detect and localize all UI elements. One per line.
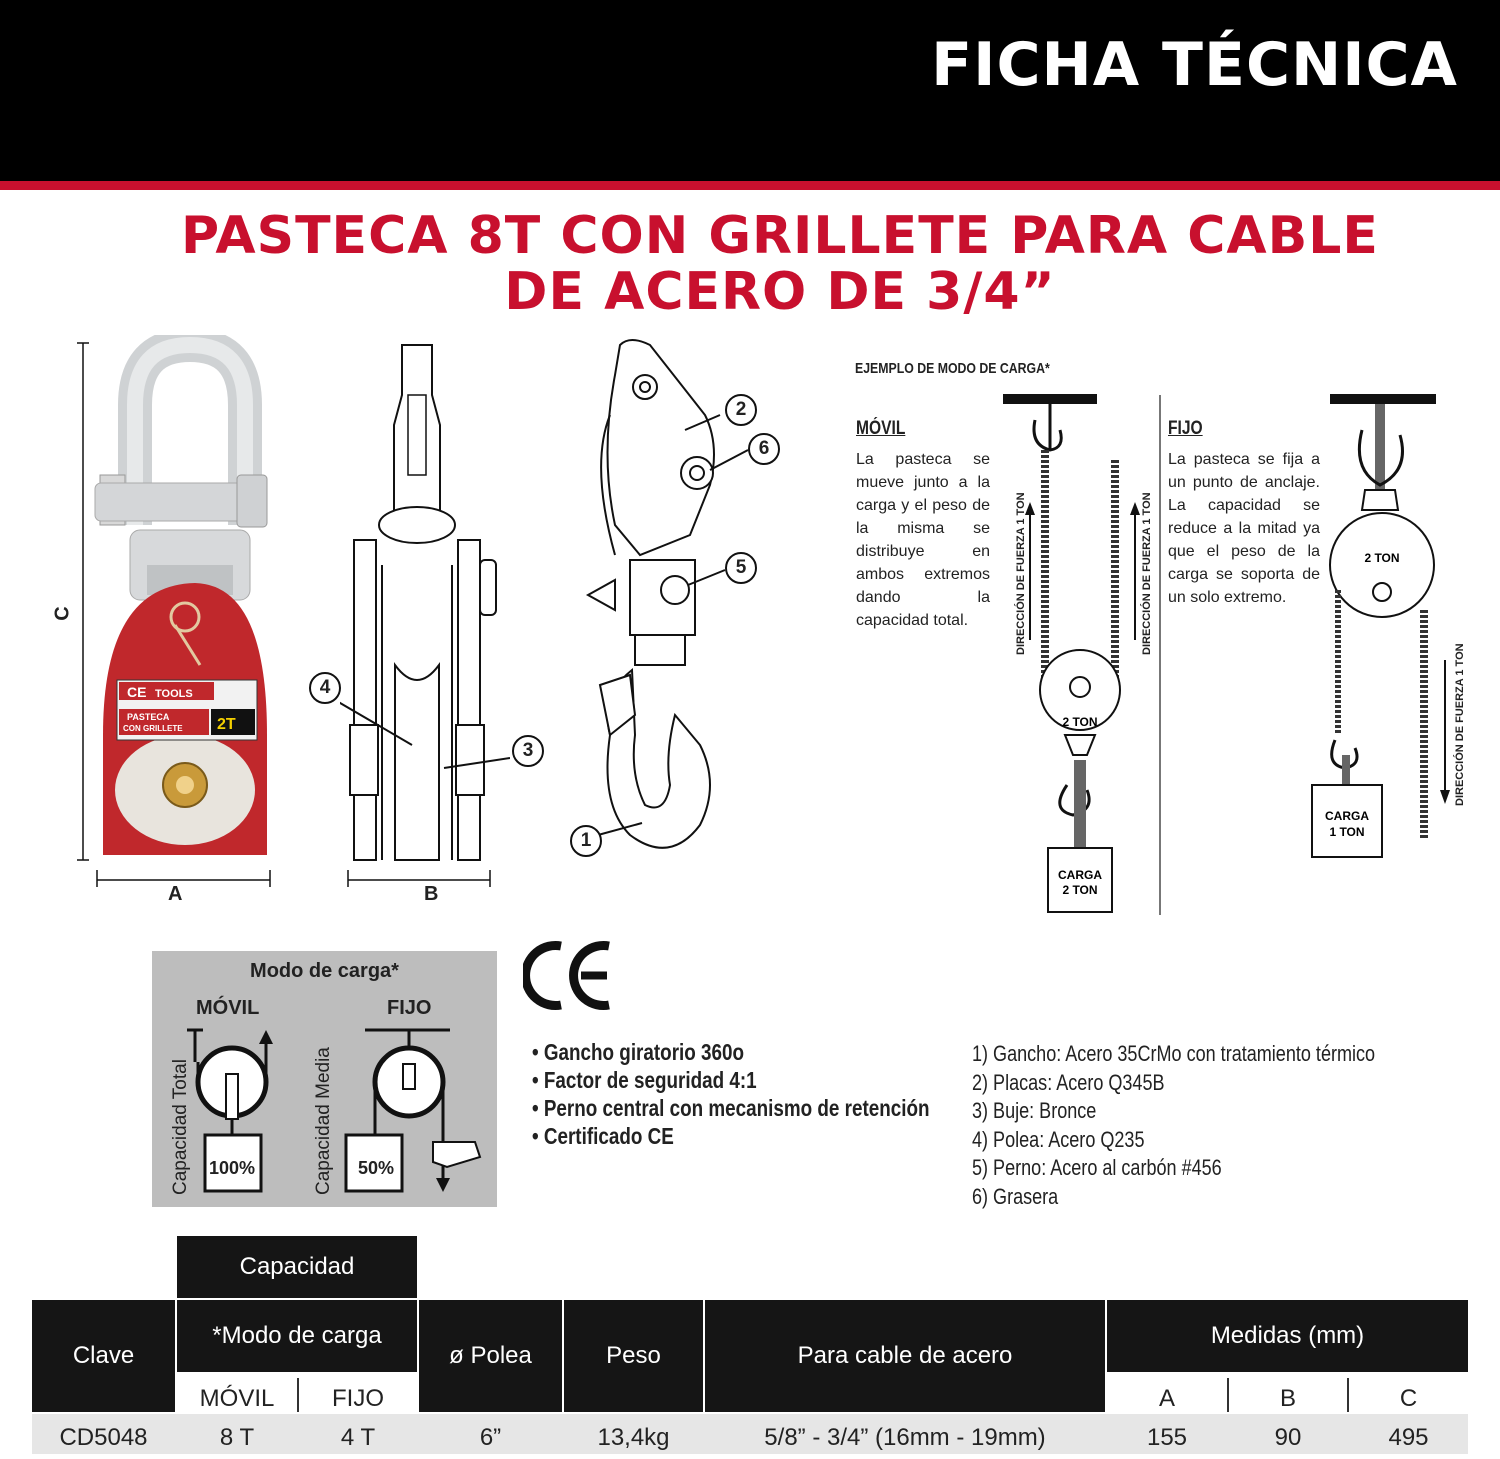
dimension-a-label: A — [168, 883, 183, 905]
features-list — [532, 1038, 930, 1150]
callout-4: 4 — [309, 672, 341, 704]
cell-a: 155 — [1146, 1424, 1188, 1451]
ce-certification-logo — [523, 938, 613, 1013]
movil-pulley-label: 2 TON — [1062, 715, 1098, 729]
load-mode-title: Modo de carga* — [250, 960, 399, 982]
part-item: 4) Polea: Acero Q235 — [972, 1126, 1145, 1152]
table-header-modo: *Modo de carga — [177, 1300, 417, 1372]
capacity-half-label: Capacidad Media — [313, 1047, 334, 1195]
cell-clave: CD5048 — [59, 1424, 148, 1451]
table-header-medidas: Medidas (mm) — [1107, 1300, 1468, 1372]
product-title-line1: PASTECA 8T CON GRILLETE PARA CABLE — [181, 206, 1379, 266]
fijo-load-line1: CARGA — [1325, 809, 1369, 823]
table-header-c: C — [1399, 1385, 1418, 1412]
cell-polea: 6” — [479, 1424, 502, 1451]
part-item: 5) Perno: Acero al carbón #456 — [972, 1155, 1222, 1180]
table-header-polea: ø Polea — [419, 1300, 562, 1412]
fijo-arrow-label: DIRECCIÓN DE FUERZA 1 TON — [1454, 643, 1466, 806]
product-title-line2: DE ACERO DE 3/4” — [504, 262, 1056, 322]
parts-list — [972, 1040, 1375, 1211]
feature-item: • Certificado CE — [532, 1123, 674, 1149]
movil-description: La pasteca se mueve junto a la carga y el peso de la misma se distribuye en ambos extremos dando la capacidad total. — [856, 451, 990, 629]
cell-cable: 5/8” - 3/4” (16mm - 19mm) — [764, 1424, 1046, 1451]
callout-2: 2 — [725, 394, 757, 426]
product-photo — [55, 335, 295, 910]
example-title: EJEMPLO DE MODO DE CARGA* — [855, 360, 1050, 377]
cell-b: 90 — [1274, 1424, 1302, 1451]
fijo-load-line2: 1 TON — [1329, 825, 1365, 839]
header-accent-stripe — [0, 181, 1500, 190]
table-header-clave: Clave — [32, 1300, 175, 1412]
sticker-name2: CON GRILLETE — [123, 724, 183, 733]
fijo-pulley-label: 2 TON — [1364, 551, 1400, 565]
table-header-b: B — [1279, 1385, 1296, 1412]
fijo-description: La pasteca se fija a un punto de anclaje. La capacidad se reduce a la mitad ya que el peso de la carga se soporta de un solo extremo. — [1168, 451, 1320, 606]
feature-item: • Factor de seguridad 4:1 — [532, 1067, 757, 1093]
pct-full: 100% — [209, 1158, 256, 1178]
movil-arrow-label-left: DIRECCIÓN DE FUERZA 1 TON — [1015, 492, 1027, 655]
part-item: 2) Placas: Acero Q345B — [972, 1069, 1165, 1095]
sticker-ce: CE — [127, 684, 147, 700]
movil-load-line1: CARGA — [1058, 868, 1102, 882]
fijo-heading: FIJO — [1168, 418, 1203, 439]
dimension-b-label: B — [424, 883, 439, 905]
cell-peso: 13,4kg — [597, 1424, 670, 1451]
table-header-fijo: FIJO — [332, 1385, 384, 1412]
callout-6: 6 — [748, 433, 780, 465]
part-item: 1) Gancho: Acero 35CrMo con tratamiento térmico — [972, 1041, 1376, 1066]
capacity-total-label: Capacidad Total — [170, 1059, 191, 1195]
dimension-c-label: C — [51, 606, 74, 621]
movil-arrow-label-right: DIRECCIÓN DE FUERZA 1 TON — [1141, 492, 1153, 655]
sticker-name1: PASTECA — [127, 712, 170, 722]
part-item: 6) Grasera — [972, 1183, 1059, 1209]
feature-item: • Perno central con mecanismo de retención — [532, 1095, 930, 1121]
example-divider — [1159, 395, 1161, 915]
table-header-capacidad: Capacidad — [177, 1236, 417, 1298]
load-mode-movil: MÓVIL — [196, 997, 260, 1019]
cell-fijo: 4 T — [340, 1424, 376, 1451]
page-title: FICHA TÉCNICA — [931, 30, 1458, 100]
table-header-movil: MÓVIL — [199, 1385, 275, 1412]
cell-c: 495 — [1388, 1424, 1429, 1451]
movil-heading: MÓVIL — [856, 418, 906, 439]
pct-half: 50% — [358, 1158, 395, 1178]
table-header-a: A — [1158, 1385, 1175, 1412]
callout-5: 5 — [725, 552, 757, 584]
callout-1: 1 — [570, 825, 602, 857]
table-header-peso: Peso — [564, 1300, 703, 1412]
side-view-drawing — [340, 335, 510, 890]
load-mode-fijo: FIJO — [387, 997, 432, 1019]
movil-load-line2: 2 TON — [1062, 883, 1098, 897]
cell-movil: 8 T — [219, 1424, 255, 1451]
sticker-brand: TOOLS — [155, 688, 193, 700]
callout-3: 3 — [512, 735, 544, 767]
table-header-cable: Para cable de acero — [705, 1300, 1105, 1412]
product-title — [100, 208, 1460, 320]
fijo-diagram — [1300, 390, 1460, 865]
feature-item: • Gancho giratorio 360o — [532, 1039, 745, 1065]
part-item: 3) Buje: Bronce — [972, 1098, 1097, 1123]
sticker-capacity: 2T — [217, 716, 236, 733]
